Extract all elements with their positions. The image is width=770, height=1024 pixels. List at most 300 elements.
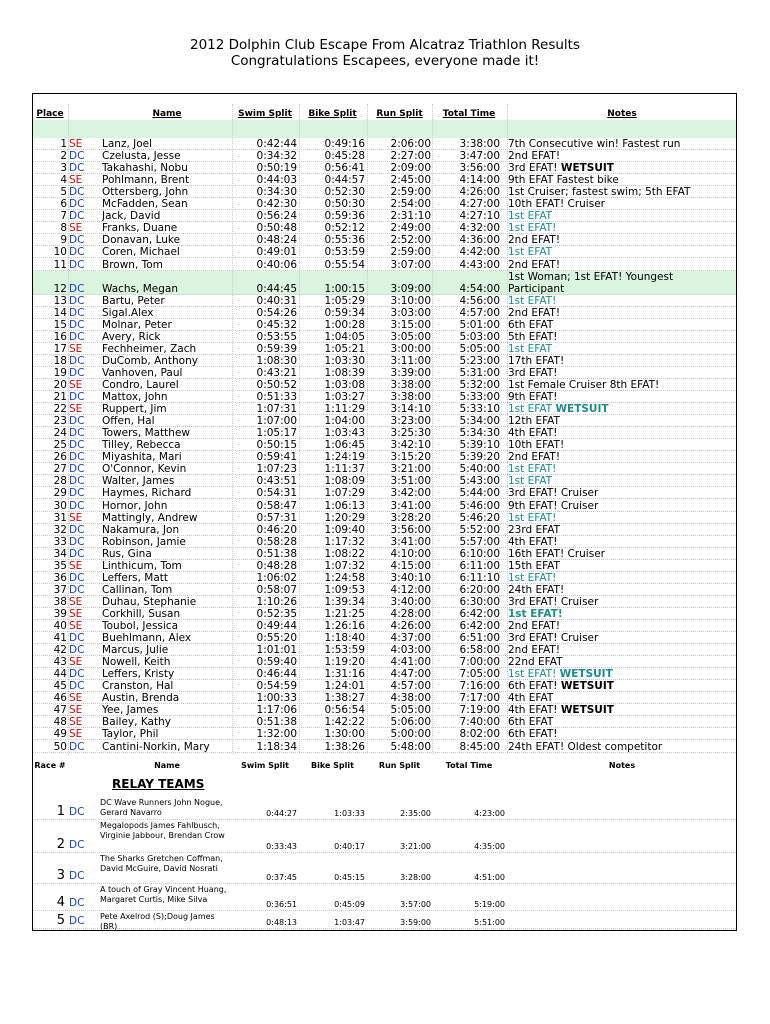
club-cell: DC <box>69 186 85 199</box>
name-cell: McFadden, Sean <box>102 198 188 211</box>
name-cell: Fechheimer, Zach <box>102 342 197 355</box>
club-cell: DC <box>69 294 85 307</box>
run-cell: 3:23:00 <box>390 415 431 428</box>
place-cell: 5 <box>60 186 67 199</box>
place-cell: 26 <box>53 451 67 464</box>
swim-cell: 0:42:44 <box>256 138 297 150</box>
name-cell: Taylor, Phil <box>102 728 159 741</box>
run-cell: 3:38:00 <box>390 391 431 404</box>
bike-cell: 0:55:54 <box>324 258 365 271</box>
run-cell: 4:37:00 <box>390 632 431 645</box>
relay-swim: 0:44:27 <box>266 809 297 818</box>
relay-header-name: Name <box>154 761 180 770</box>
swim-cell: 0:54:59 <box>256 680 297 693</box>
name-cell: Lanz, Joel <box>102 138 153 150</box>
name-cell: Coren, Michael <box>102 246 180 259</box>
name-cell: Ruppert, Jim <box>102 403 167 416</box>
notes-part: 24th EFAT! Oldest competitor <box>508 740 663 753</box>
swim-cell: 0:54:26 <box>256 306 297 319</box>
relay-header-swim: Swim Split <box>241 761 289 770</box>
notes-part: 10th EFAT! <box>508 439 565 452</box>
relay-team-name: Pete Axelrod (S);Doug James (BR) <box>100 912 215 931</box>
club-cell: DC <box>69 583 85 596</box>
bike-cell: 1:19:20 <box>324 656 365 669</box>
swim-cell: 0:48:24 <box>256 234 297 247</box>
notes-part: 22nd EFAT <box>508 656 563 669</box>
place-cell: 29 <box>53 487 67 500</box>
club-cell: DC <box>69 439 85 452</box>
total-cell: 5:05:00 <box>459 342 500 355</box>
relay-run: 3:21:00 <box>400 842 431 851</box>
bike-cell: 0:52:30 <box>324 186 365 199</box>
bike-cell: 1:04:05 <box>324 330 365 343</box>
result-row <box>33 500 736 512</box>
result-row <box>33 716 736 728</box>
notes-cell <box>508 174 736 186</box>
bike-cell: 1:18:40 <box>324 632 365 645</box>
run-cell: 3:09:00 <box>390 282 431 295</box>
result-row <box>33 174 736 186</box>
relay-row <box>33 884 736 911</box>
swim-cell: 0:46:44 <box>256 668 297 681</box>
run-cell: 2:27:00 <box>390 150 431 163</box>
total-cell: 7:00:00 <box>459 656 500 669</box>
notes-part: 2nd EFAT! <box>508 306 561 319</box>
notes-cell <box>508 512 736 524</box>
result-row <box>33 162 736 174</box>
run-cell: 5:00:00 <box>390 728 431 741</box>
run-cell: 3:51:00 <box>390 475 431 488</box>
notes-part: 1st EFAT <box>508 403 556 416</box>
bike-cell: 0:59:36 <box>324 210 365 223</box>
bike-cell: 1:11:29 <box>324 403 365 416</box>
place-cell: 37 <box>53 583 67 596</box>
total-cell: 8:02:00 <box>459 728 500 741</box>
total-cell: 5:34:30 <box>459 427 500 440</box>
bike-cell: 1:04:00 <box>324 415 365 428</box>
notes-part: 6th EFAT <box>508 716 554 729</box>
total-cell: 4:32:00 <box>459 222 500 235</box>
bike-cell: 1:24:01 <box>324 680 365 693</box>
total-cell: 3:47:00 <box>459 150 500 163</box>
club-cell: DC <box>69 366 85 379</box>
relay-club: DC <box>69 897 85 909</box>
club-cell: DC <box>69 318 85 331</box>
notes-part: 1st EFAT <box>508 246 553 259</box>
run-cell: 2:52:00 <box>390 234 431 247</box>
total-cell: 5:32:00 <box>459 379 500 391</box>
club-cell: SE <box>69 656 83 669</box>
name-cell: Marcus, Julie <box>102 644 169 657</box>
swim-cell: 0:50:19 <box>256 162 297 175</box>
result-row <box>33 608 736 620</box>
bike-cell: 1:21:25 <box>324 607 365 620</box>
total-cell: 3:56:00 <box>459 162 500 175</box>
name-cell: Nakamura, Jon <box>102 523 180 536</box>
notes-cell <box>508 644 736 656</box>
name-cell: Haymes, Richard <box>102 487 192 500</box>
club-cell: SE <box>69 704 83 717</box>
total-cell: 5:57:00 <box>459 535 500 548</box>
club-cell: DC <box>69 306 85 319</box>
result-row <box>33 271 736 295</box>
name-cell: O'Connor, Kevin <box>102 463 187 476</box>
bike-cell: 0:52:12 <box>324 222 365 235</box>
swim-cell: 1:07:31 <box>256 403 297 416</box>
total-cell: 6:11:10 <box>459 571 500 584</box>
notes-part: 3rd EFAT! <box>508 366 558 379</box>
club-cell: SE <box>69 620 83 632</box>
run-cell: 2:59:00 <box>390 246 431 259</box>
swim-cell: 0:55:20 <box>256 632 297 645</box>
run-cell: 3:40:00 <box>390 595 431 608</box>
run-cell: 3:42:10 <box>390 439 431 452</box>
place-cell: 47 <box>53 704 67 717</box>
notes-part: 1st EFAT <box>508 475 553 488</box>
place-cell: 41 <box>53 632 67 645</box>
name-cell: Toubol, Jessica <box>102 620 179 632</box>
relay-club: DC <box>69 915 85 927</box>
place-cell: 46 <box>53 692 67 705</box>
place-cell: 21 <box>53 391 67 404</box>
result-row <box>33 198 736 210</box>
result-row <box>33 246 736 258</box>
notes-part: 4th EFAT! <box>508 704 561 717</box>
club-cell: SE <box>69 559 83 572</box>
club-cell: DC <box>69 427 85 440</box>
notes-part: 9th EFAT! Cruiser <box>508 499 599 512</box>
result-row <box>33 295 736 307</box>
club-cell: SE <box>69 222 83 235</box>
bike-cell: 1:24:58 <box>324 571 365 584</box>
swim-cell: 0:58:28 <box>256 535 297 548</box>
result-row <box>33 259 736 271</box>
swim-cell: 0:34:30 <box>256 186 297 199</box>
notes-cell <box>508 319 736 331</box>
notes-part: 6th EFAT! <box>508 680 561 693</box>
relay-run: 3:59:00 <box>400 918 431 927</box>
name-cell: Jack, David <box>102 210 161 223</box>
club-cell: DC <box>69 644 85 657</box>
swim-cell: 0:42:30 <box>256 198 297 211</box>
name-cell: Cranston, Hal <box>102 680 174 693</box>
result-row <box>33 210 736 222</box>
notes-part: 17th EFAT! <box>508 354 565 367</box>
notes-part: 2nd EFAT! <box>508 451 561 464</box>
total-cell: 4:27:00 <box>459 198 500 211</box>
notes-part: 2nd EFAT! <box>508 644 561 657</box>
notes-cell <box>508 415 736 427</box>
club-cell: SE <box>69 716 83 729</box>
name-cell: Nowell, Keith <box>102 656 171 669</box>
bike-cell: 1:09:40 <box>324 523 365 536</box>
notes-part: WETSUIT <box>559 668 613 681</box>
result-row <box>33 379 736 391</box>
relay-swim: 0:36:51 <box>266 900 297 909</box>
run-cell: 3:56:00 <box>390 523 431 536</box>
result-row <box>33 427 736 439</box>
result-row <box>33 596 736 608</box>
name-cell: Walter, James <box>102 475 175 488</box>
relay-team-name: DC Wave Runners John Nogue, Gerard Navarro <box>100 798 223 817</box>
name-cell: Buehlmann, Alex <box>102 632 192 645</box>
run-cell: 5:06:00 <box>390 716 431 729</box>
notes-part: 1st EFAT <box>508 210 553 223</box>
bike-cell: 1:08:09 <box>324 475 365 488</box>
relay-row <box>33 797 736 820</box>
relay-club: DC <box>69 870 85 882</box>
total-cell: 5:44:00 <box>459 487 500 500</box>
name-cell: Molnar, Peter <box>102 318 172 331</box>
place-cell: 7 <box>60 210 67 223</box>
total-cell: 5:33:00 <box>459 391 500 404</box>
club-cell: SE <box>69 595 83 608</box>
club-cell: DC <box>69 535 85 548</box>
club-cell: DC <box>69 415 85 428</box>
club-cell: SE <box>69 138 83 150</box>
club-cell: DC <box>69 282 85 295</box>
result-row <box>33 560 736 572</box>
header-run: Run Split <box>376 109 423 119</box>
notes-cell <box>508 668 736 680</box>
swim-cell: 0:50:52 <box>256 379 297 391</box>
relay-run: 2:35:00 <box>400 809 431 818</box>
place-cell: 33 <box>53 535 67 548</box>
place-cell: 23 <box>53 415 67 428</box>
run-cell: 4:26:00 <box>390 620 431 632</box>
bike-cell: 1:38:27 <box>324 692 365 705</box>
name-cell: Bartu, Peter <box>102 294 165 307</box>
place-cell: 6 <box>60 198 67 211</box>
notes-cell <box>508 379 736 391</box>
bike-cell: 1:03:43 <box>324 427 365 440</box>
notes-cell <box>508 596 736 608</box>
swim-cell: 0:59:40 <box>256 656 297 669</box>
total-cell: 7:19:00 <box>459 704 500 717</box>
relay-bike: 0:45:15 <box>334 873 365 882</box>
total-cell: 4:56:00 <box>459 294 500 307</box>
notes-part: 9th EFAT! <box>508 391 558 404</box>
column-separator <box>367 104 368 754</box>
swim-cell: 0:56:24 <box>256 210 297 223</box>
relay-bike: 0:45:09 <box>334 900 365 909</box>
swim-cell: 1:05:17 <box>256 427 297 440</box>
bike-cell: 1:00:15 <box>324 282 365 295</box>
result-row <box>33 451 736 463</box>
club-cell: DC <box>69 499 85 512</box>
place-cell: 30 <box>53 499 67 512</box>
header-name: Name <box>152 109 182 119</box>
column-separator <box>432 104 433 754</box>
club-cell: SE <box>69 342 83 355</box>
relay-header-run: Run Split <box>378 761 421 770</box>
run-cell: 3:21:00 <box>390 463 431 476</box>
result-row <box>33 463 736 475</box>
notes-part: 2nd EFAT! <box>508 620 561 632</box>
bike-cell: 1:26:16 <box>324 620 365 632</box>
notes-cell <box>508 475 736 487</box>
place-cell: 19 <box>53 366 67 379</box>
notes-part: 1st EFAT! <box>508 668 560 681</box>
relay-team-name: Megalopods James Fahlbusch, Virginie Jabbour, Brendan Crow <box>100 821 225 840</box>
swim-cell: 0:50:48 <box>256 222 297 235</box>
total-cell: 5:46:20 <box>459 511 500 524</box>
notes-cell <box>508 259 736 271</box>
notes-cell <box>508 367 736 379</box>
notes-cell <box>508 680 736 692</box>
result-row <box>33 632 736 644</box>
relay-club: DC <box>69 806 85 818</box>
club-cell: DC <box>69 668 85 681</box>
total-cell: 6:11:00 <box>459 559 500 572</box>
notes-part: 24th EFAT! <box>508 583 565 596</box>
notes-cell <box>508 716 736 728</box>
swim-cell: 1:08:30 <box>256 354 297 367</box>
result-row <box>33 548 736 560</box>
name-cell: Mattingly, Andrew <box>102 511 198 524</box>
name-cell: Linthicum, Tom <box>102 559 182 572</box>
notes-part: 12th EFAT <box>508 415 560 428</box>
total-cell: 4:57:00 <box>459 306 500 319</box>
club-cell: DC <box>69 330 85 343</box>
total-cell: 5:03:00 <box>459 330 500 343</box>
run-cell: 3:11:00 <box>390 354 431 367</box>
notes-cell <box>508 391 736 403</box>
relay-row <box>33 820 736 853</box>
relay-run: 3:57:00 <box>400 900 431 909</box>
name-cell: Vanhoven, Paul <box>102 366 183 379</box>
place-cell: 13 <box>53 294 67 307</box>
place-cell: 3 <box>60 162 67 175</box>
run-cell: 2:31:10 <box>390 210 431 223</box>
club-cell: DC <box>69 632 85 645</box>
result-row-notes-above <box>33 271 736 283</box>
notes-part: 9th EFAT Fastest bike <box>508 174 619 187</box>
bike-cell: 1:09:53 <box>324 583 365 596</box>
relay-title: RELAY TEAMS <box>112 777 205 791</box>
notes-cell <box>508 283 736 295</box>
notes-cell <box>508 331 736 343</box>
run-cell: 4:03:00 <box>390 644 431 657</box>
place-cell: 44 <box>53 668 67 681</box>
name-cell: Hornor, John <box>102 499 168 512</box>
place-cell: 8 <box>60 222 67 235</box>
notes-cell <box>508 728 736 740</box>
bike-cell: 1:30:00 <box>324 728 365 741</box>
total-cell: 6:42:00 <box>459 620 500 632</box>
column-separator <box>232 104 233 754</box>
swim-cell: 1:00:33 <box>256 692 297 705</box>
bike-cell: 1:11:37 <box>324 463 365 476</box>
notes-part: WETSUIT <box>560 162 614 175</box>
notes-cell <box>508 451 736 463</box>
bike-cell: 1:03:27 <box>324 391 365 404</box>
total-cell: 7:05:00 <box>459 668 500 681</box>
bike-cell: 1:39:34 <box>324 595 365 608</box>
total-cell: 5:34:00 <box>459 415 500 428</box>
total-cell: 7:40:00 <box>459 716 500 729</box>
notes-cell <box>508 439 736 451</box>
run-cell: 3:10:00 <box>390 294 431 307</box>
result-row <box>33 403 736 415</box>
name-cell: Czelusta, Jesse <box>102 150 181 163</box>
total-cell: 4:43:00 <box>459 258 500 271</box>
swim-cell: 0:59:41 <box>256 451 297 464</box>
bike-cell: 1:31:16 <box>324 668 365 681</box>
place-cell: 25 <box>53 439 67 452</box>
bike-cell: 1:42:22 <box>324 716 365 729</box>
club-cell: DC <box>69 680 85 693</box>
swim-cell: 0:53:55 <box>256 330 297 343</box>
swim-cell: 1:17:06 <box>256 704 297 717</box>
club-cell: SE <box>69 403 83 416</box>
run-cell: 3:41:00 <box>390 499 431 512</box>
club-cell: SE <box>69 607 83 620</box>
place-cell: 32 <box>53 523 67 536</box>
header-place: Place <box>36 109 64 119</box>
place-cell: 38 <box>53 595 67 608</box>
name-cell: Miyashita, Mari <box>102 451 182 464</box>
place-cell: 20 <box>53 379 67 391</box>
run-cell: 3:03:00 <box>390 306 431 319</box>
notes-above-cell: 1st Woman; 1st EFAT! Youngest <box>508 270 674 283</box>
place-cell: 48 <box>53 716 67 729</box>
notes-part: 23rd EFAT <box>508 523 560 536</box>
result-row <box>33 487 736 499</box>
bike-cell: 1:05:29 <box>324 294 365 307</box>
club-cell: DC <box>69 547 85 560</box>
total-cell: 4:54:00 <box>459 282 500 295</box>
notes-part: 1st EFAT! <box>508 222 557 235</box>
notes-cell <box>508 632 736 644</box>
name-cell: Leffers, Matt <box>102 571 169 584</box>
swim-cell: 0:43:21 <box>256 366 297 379</box>
name-cell: Corkhill, Susan <box>102 607 181 620</box>
notes-cell <box>508 138 736 150</box>
notes-part: 4th EFAT! <box>508 535 558 548</box>
run-cell: 4:15:00 <box>390 559 431 572</box>
place-cell: 45 <box>53 680 67 693</box>
swim-cell: 1:18:34 <box>256 740 297 753</box>
notes-part: 3rd EFAT! Cruiser <box>508 632 599 645</box>
bike-cell: 1:03:30 <box>324 354 365 367</box>
swim-cell: 0:49:44 <box>256 620 297 632</box>
name-cell: Avery, Rick <box>102 330 161 343</box>
notes-part: 6th EFAT <box>508 318 554 331</box>
swim-cell: 0:43:51 <box>256 475 297 488</box>
relay-total: 4:51:00 <box>474 873 505 882</box>
notes-part: 10th EFAT! Cruiser <box>508 198 605 211</box>
run-cell: 3:42:00 <box>390 487 431 500</box>
result-row <box>33 391 736 403</box>
notes-part: 1st EFAT <box>508 342 553 355</box>
result-row <box>33 680 736 692</box>
notes-cell <box>508 704 736 716</box>
total-cell: 6:58:00 <box>459 644 500 657</box>
result-row <box>33 572 736 584</box>
run-cell: 2:09:00 <box>390 162 431 175</box>
swim-cell: 1:07:00 <box>256 415 297 428</box>
name-cell: Condro, Laurel <box>102 379 179 391</box>
run-cell: 3:40:10 <box>390 571 431 584</box>
bike-cell: 0:49:16 <box>324 138 365 150</box>
result-row <box>33 741 736 753</box>
relay-club: DC <box>69 839 85 851</box>
result-row <box>33 704 736 716</box>
name-cell: Leffers, Kristy <box>102 668 175 681</box>
result-row <box>33 307 736 319</box>
relay-total: 4:35:00 <box>474 842 505 851</box>
